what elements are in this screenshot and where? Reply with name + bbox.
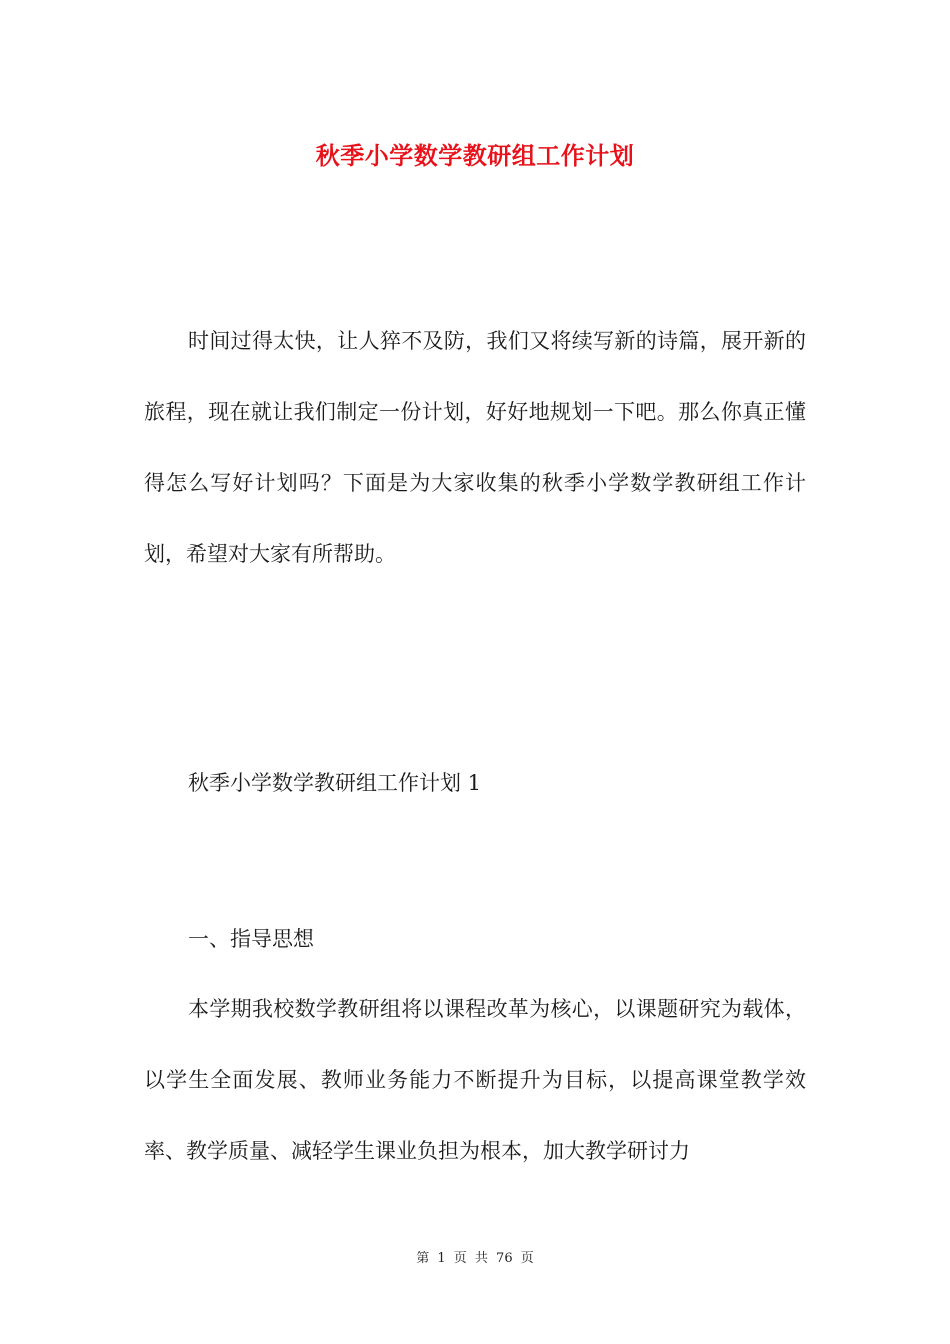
page-footer: 第 1 页 共 76 页 [416,1251,534,1266]
section-heading: 一、指导思想 [188,927,314,951]
plan-heading: 秋季小学数学教研组工作计划 1 [188,771,482,795]
body-paragraph: 本学期我校数学教研组将以课程改革为核心，以课题研究为载体，以学生全面发展、教师业务能力不断提升为目标，以提高课堂教学效率、教学质量、减轻学生课业负担为根本，加大教学研讨力 [144,997,806,1163]
document-title: 秋季小学数学教研组工作计划 [315,141,635,170]
intro-paragraph: 时间过得太快，让人猝不及防，我们又将续写新的诗篇，展开新的旅程，现在就让我们制定一份计划，好好地规划一下吧。那么你真正懂得怎么写好计划吗？下面是为大家收集的秋季小学数学教研组工作计划，希望对大家有所帮助。 [144,329,806,566]
